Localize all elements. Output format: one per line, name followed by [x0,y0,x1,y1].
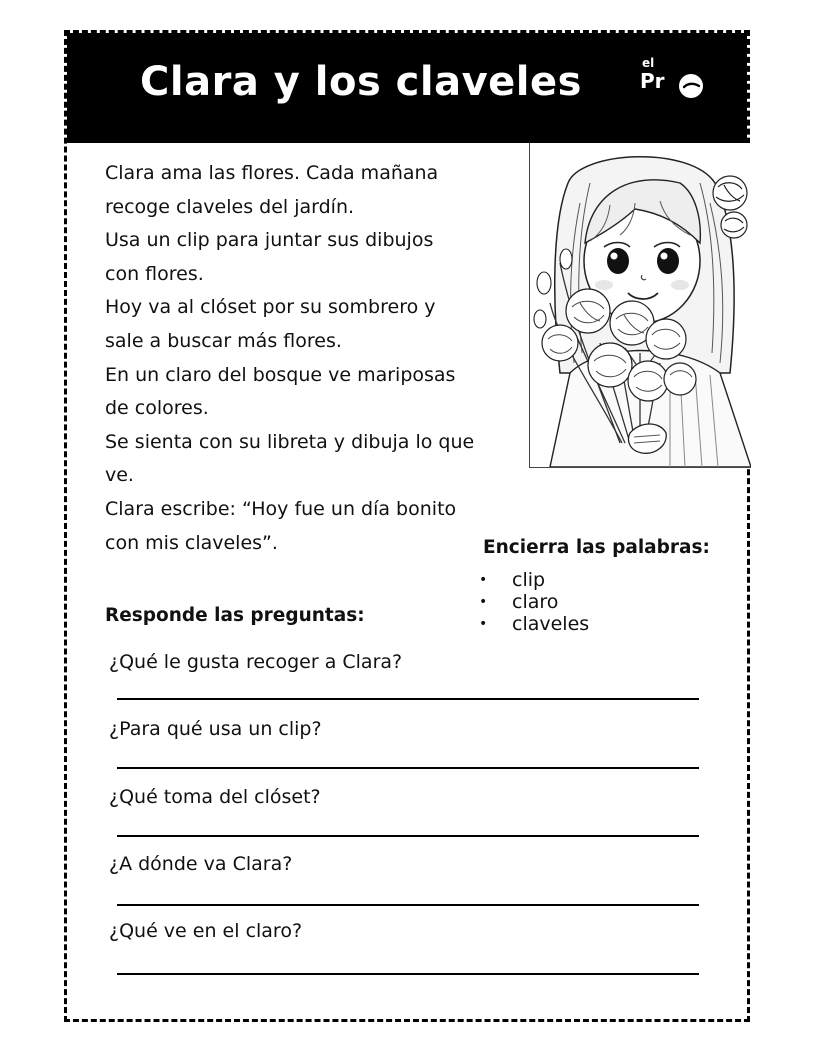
logo-pr-text: Pr [640,69,665,93]
el-pro-logo [638,57,708,111]
word-text: claveles [512,613,590,635]
answer-line-1[interactable] [117,698,699,700]
girl-with-carnations-illustration [529,143,751,468]
question-3: ¿Qué toma del clóset? [109,786,321,808]
story-line: Hoy va al clóset por su sombrero y [105,296,436,319]
girl-drawing [530,143,751,467]
story-line: sale a buscar más flores. [105,329,342,352]
logo-el-text: el [642,56,655,70]
word-item [479,569,589,591]
bullet-icon: • [479,616,488,632]
worksheet-page [64,30,750,1022]
answer-line-5[interactable] [117,973,699,975]
story-line: ve. [105,464,134,487]
title-banner [67,33,747,143]
story-line: de colores. [105,397,209,420]
question-5: ¿Qué ve en el claro? [109,920,303,942]
circle-words-title: Encierra las palabras: [483,537,710,558]
circle-words-list [479,569,589,635]
word-item [479,591,589,613]
word-text: clip [512,569,546,591]
story-line: Clara ama las flores. Cada mañana [105,162,439,184]
story-line: Clara escribe: “Hoy fue un día bonito [105,497,457,520]
question-1: ¿Qué le gusta recoger a Clara? [109,651,403,673]
story-line: Usa un clip para juntar sus dibujos [105,229,434,252]
word-text: claro [512,591,559,613]
answer-line-2[interactable] [117,767,699,769]
story-line: recoge claveles del jardín. [105,195,355,218]
story-line: con flores. [105,262,204,285]
question-4: ¿A dónde va Clara? [109,853,293,875]
story-line: En un claro del bosque ve mariposas [105,363,456,386]
worksheet-title: Clara y los claveles [140,59,582,105]
word-item [479,613,589,635]
question-2: ¿Para qué usa un clip? [109,718,322,740]
bullet-icon: • [479,594,488,610]
questions-title: Responde las preguntas: [105,605,365,626]
story-line: Se sienta con su libreta y dibuja lo que [105,430,475,453]
logo-circle-icon [678,73,704,99]
bullet-icon: • [479,572,488,588]
story-text [105,157,515,560]
answer-line-3[interactable] [117,835,699,837]
answer-line-4[interactable] [117,904,699,906]
story-line: con mis claveles”. [105,531,278,554]
